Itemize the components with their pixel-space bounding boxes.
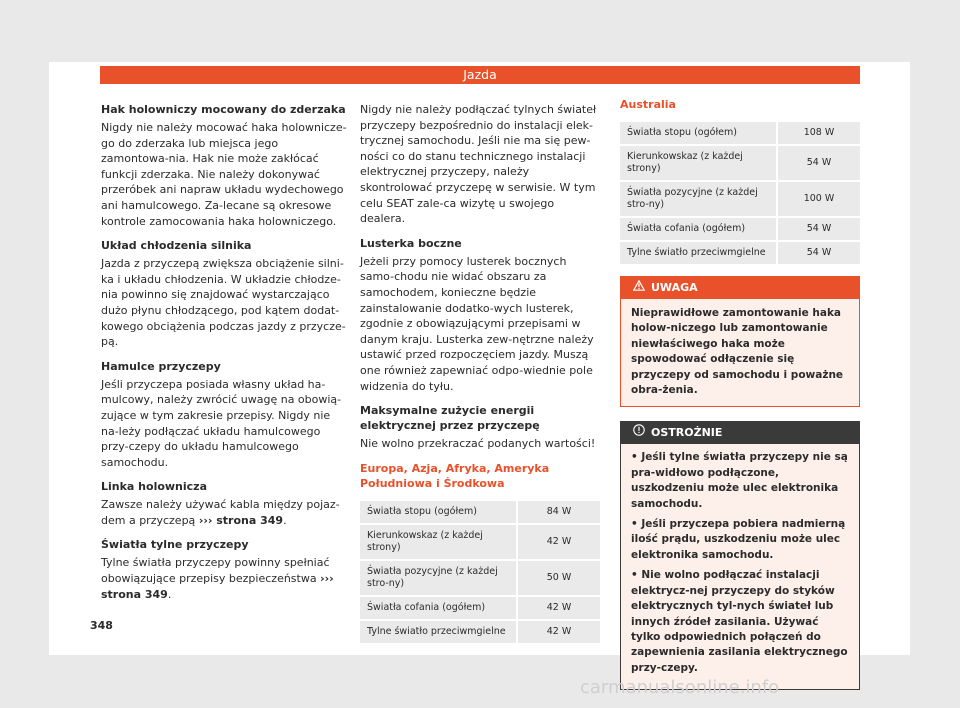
page-number: 348 (90, 619, 113, 632)
power-table-australia (620, 120, 860, 266)
heading: Układ chłodzenia silnika (101, 239, 252, 253)
table-row (620, 146, 860, 180)
column-middle (360, 102, 600, 645)
warning-header (621, 277, 859, 299)
caution-header (621, 422, 859, 444)
table-cell-value: 54 W (776, 218, 860, 240)
paragraph: Tylne światła przyczepy powinny spełniać obowiązujące przepisy bezpieczeństwa ››› strona 349. (101, 556, 334, 601)
table-cell-value: 42 W (516, 525, 600, 559)
table-cell-label: Światła pozycyjne (z każdej stro-ny) (360, 561, 516, 595)
table-row (360, 597, 600, 619)
heading: Hak holowniczy mocowany do zderzaka (101, 103, 346, 116)
info-circle-icon (633, 422, 645, 444)
table-cell-value: 54 W (776, 146, 860, 180)
table-cell-value: 42 W (516, 597, 600, 619)
table-cell-label: Światła cofania (ogółem) (620, 218, 776, 240)
watermark: carmanualsonline.info (580, 677, 780, 698)
table-cell-label: Tylne światło przeciwmgielne (620, 242, 776, 264)
list-item: • Jeśli przyczepa pobiera nadmierną ilość prądu, uszkodzeniu może ulec elektronika samochodu. (631, 518, 846, 561)
paragraph: Nigdy nie należy mocować haka holownicze-go do zderzaka lub miejsca jego zamontowa-nia. Hak nie może zakłócać funkcji zderzaka. Nie należy dokonywać przeróbek ani napraw układu wydechowego ani hamulcowego. Za-lecane są okresowe kontrole zamocowania haka holowniczego. (101, 121, 347, 228)
table-cell-label: Światła cofania (ogółem) (360, 597, 516, 619)
table-cell-value: 84 W (516, 501, 600, 523)
table-cell-value: 50 W (516, 561, 600, 595)
table-row (620, 122, 860, 144)
paragraph: Nie wolno przekraczać podanych wartości! (360, 437, 596, 451)
heading: Linka holownicza (101, 480, 208, 494)
table-row (360, 525, 600, 559)
caution-list (621, 444, 859, 689)
list-item: • Nie wolno podłączać instalacji elektrycz-nej przyczepy do styków elektrycznych tyl-nych świateł lub innych źródeł zasilania. Używać tylko odpowiednich połączeń do zapewnienia zasilania elektrycznego przy-czepy. (631, 569, 848, 674)
list-item: • Jeśli tylne światła przyczepy nie są pra-widłowo podłączone, uszkodzeniu może ulec elektronika samochodu. (631, 451, 848, 510)
table-cell-value: 42 W (516, 621, 600, 643)
table-row (620, 218, 860, 240)
column-left (101, 102, 349, 611)
table-row (620, 242, 860, 264)
table-cell-label: Tylne światło przeciwmgielne (360, 621, 516, 643)
warning-triangle-icon (633, 277, 645, 299)
warning-title: UWAGA (651, 281, 698, 294)
table-cell-value: 108 W (776, 122, 860, 144)
warning-box (620, 276, 860, 407)
power-table-europe (360, 499, 600, 645)
table-row (360, 621, 600, 643)
table-cell-label: Kierunkowskaz (z każdej strony) (360, 525, 516, 559)
caution-box (620, 421, 860, 690)
heading: Hamulce przyczepy (101, 359, 221, 373)
heading: Lusterka boczne (360, 236, 462, 250)
paragraph: Jeśli przyczepa posiada własny układ ha-mulcowy, należy zwrócić uwagę na obowią-zujące w tym zakresie przepisy. Nigdy nie na-leży podłączać układu hamulcowego przy-czepy do układu hamulcowego samochodu. (101, 377, 342, 469)
table-cell-label: Światła stopu (ogółem) (360, 501, 516, 523)
warning-text: Nieprawidłowe zamontowanie haka holow-niczego lub zamontowanie niewłaściwego haka może spowodować odłączenie się przyczepy od samochodu i poważne obra-żenia. (631, 307, 844, 397)
paragraph: Jazda z przyczepą zwiększa obciążenie silni-ka i układu chłodzenia. W układzie chłodze-nia powinno się znajdować wystarczająco dużo płynu chłodzącego, pod kątem dodat-kowego obciążenia podczas jazdy z przycze-pą. (101, 257, 346, 349)
table-row (360, 561, 600, 595)
page-reference-link[interactable]: ››› strona 349 (198, 513, 284, 527)
section-header: Jazda (100, 66, 860, 84)
table-cell-value: 100 W (776, 182, 860, 216)
table-row (620, 182, 860, 216)
region-heading: Europa, Azja, Afryka, Ameryka Południowa i Środkowa (360, 461, 550, 490)
heading: Światła tylne przyczepy (101, 538, 249, 552)
table-cell-label: Światła pozycyjne (z każdej stro-ny) (620, 182, 776, 216)
page-reference-link[interactable]: ››› strona 349 (101, 572, 334, 601)
heading: Maksymalne zużycie energii elektrycznej przez przyczepę (360, 404, 540, 433)
table-cell-label: Kierunkowskaz (z każdej strony) (620, 146, 776, 180)
column-right (620, 97, 860, 690)
region-heading: Australia (620, 98, 676, 111)
paragraph: Jeżeli przy pomocy lusterek bocznych samo-chodu nie widać obszaru za samochodem, konieczne będzie zainstalowanie dodatko-wych lusterek, zgodnie z obowiązującymi przepisami w danym kraju. Lusterka zew-nętrzne należy ustawić przed rozpoczęciem jazdy. Muszą one również zapewniać odpo-wiednie pole widzenia do tyłu. (360, 254, 594, 393)
caution-title: OSTROŻNIE (651, 426, 723, 440)
table-cell-label: Światła stopu (ogółem) (620, 122, 776, 144)
table-cell-value: 54 W (776, 242, 860, 264)
paragraph: Zawsze należy używać kabla między pojaz-dem a przyczepą ››› strona 349. (101, 498, 340, 527)
paragraph: Nigdy nie należy podłączać tylnych świateł przyczepy bezpośrednio do instalacji elek-trycznej samochodu. Jeśli nie ma się pew-ności co do stanu technicznego instalacji elektrycznej przyczepy, należy skontrolować przyczepę w serwisie. W tym celu SEAT zale-ca wizytę u swojego dealera. (360, 103, 597, 226)
table-row (360, 501, 600, 523)
